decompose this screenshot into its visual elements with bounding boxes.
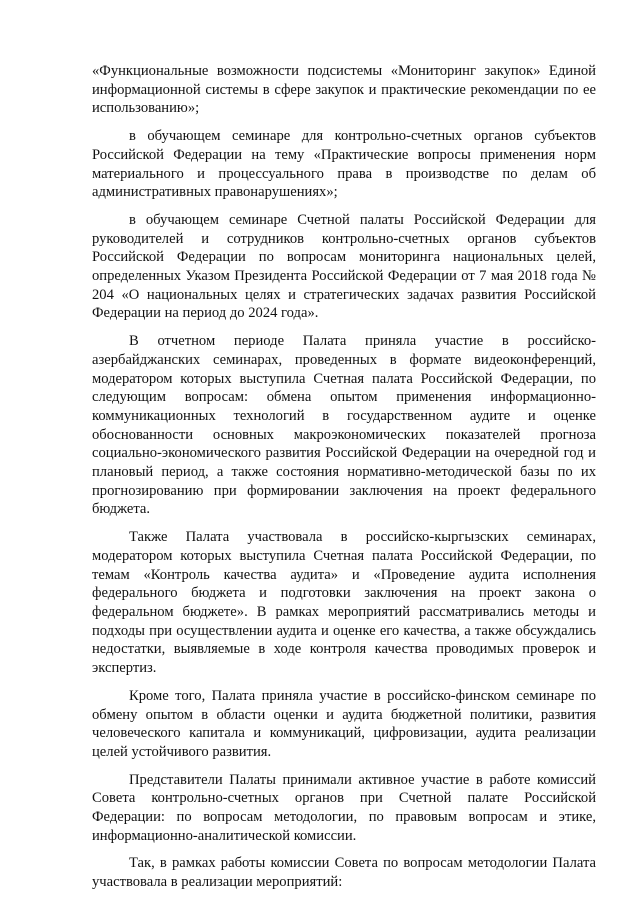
paragraph-5: Также Палата участвовала в российско-кыргызских семинарах, модератором которых выступила Счетная палата Российской Федерации, по темам «Контроль качества аудита» и «Проведение аудита исполнения федерального бюджета и подготовки заключения на проект закона о федеральном бюджете». В рамках мероприятий рассматривались методы и подходы при осуществлении аудита и оценке его качества, а также обсуждались недостатки, выявляемые в ходе контроля качества проводимых проверок и экспертиз. xyxy=(92,529,596,677)
paragraph-8: Так, в рамках работы комиссии Совета по вопросам методологии Палата участвовала в реализации мероприятий: xyxy=(92,855,596,891)
paragraph-2: в обучающем семинаре для контрольно-счетных органов субъектов Российской Федерации на тему «Практические вопросы применения норм материального и процессуального права в производстве по делам об административных правонарушениях»; xyxy=(92,128,596,201)
paragraph-6: Кроме того, Палата приняла участие в российско-финском семинаре по обмену опытом в области оценки и аудита бюджетной политики, развития человеческого капитала и коммуникаций, цифровизации, аудита реализации целей устойчивого развития. xyxy=(92,687,596,760)
document-body xyxy=(92,62,596,901)
paragraph-7: Представители Палаты принимали активное участие в работе комиссий Совета контрольно-счетных органов при Счетной палате Российской Федерации: по вопросам методологии, по правовым вопросам и этике, информационно-аналитической комиссии. xyxy=(92,771,596,844)
paragraph-3: в обучающем семинаре Счетной палаты Российской Федерации для руководителей и сотрудников контрольно-счетных органов субъектов Российской Федерации по вопросам мониторинга национальных целей, определенных Указом Президента Российской Федерации от 7 мая 2018 года № 204 «О национальных целях и стратегических задачах развития Российской Федерации на период до 2024 года». xyxy=(92,211,596,322)
paragraph-1: «Функциональные возможности подсистемы «Мониторинг закупок» Единой информационной системы в сфере закупок и практические рекомендации по ее использованию»; xyxy=(92,63,596,117)
paragraph-4: В отчетном периоде Палата приняла участие в российско-азербайджанских семинарах, проведенных в формате видеоконференций, модератором которых выступила Счетная палата Российской Федерации, по следующим вопросам: обмена опытом применения информационно-коммуникационных технологий в государственном аудите и оценке обоснованности основных макроэкономических показателей прогноза социально-экономического развития Российской Федерации на очередной год и плановый период, а также состояния нормативно-методической базы по их прогнозированию при формировании заключения на проект федерального бюджета. xyxy=(92,333,596,518)
